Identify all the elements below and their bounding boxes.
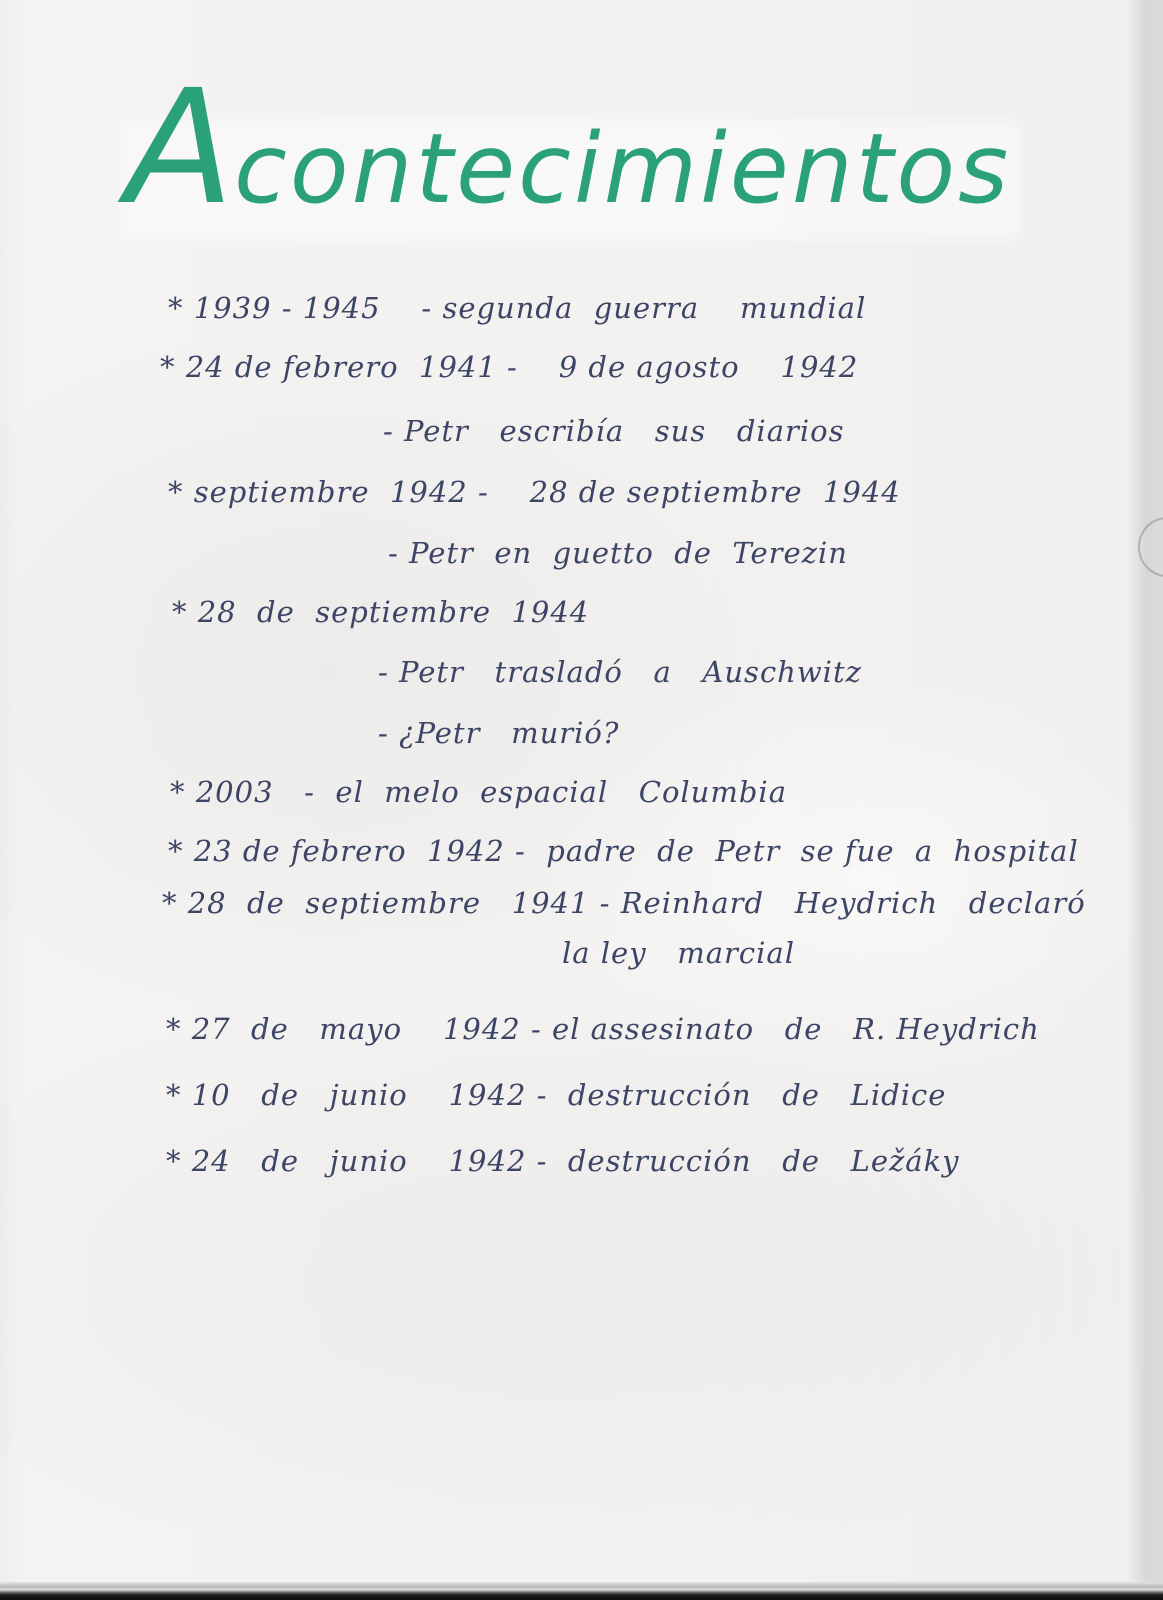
event-line-4: * septiembre 1942 - 28 de septiembre 1944: [168, 475, 901, 509]
event-line-6: * 28 de septiembre 1944: [172, 595, 590, 629]
event-line-10: * 23 de febrero 1942 - padre de Petr se fue a hospital: [168, 834, 1079, 868]
event-line-8: - ¿Petr murió?: [378, 716, 620, 750]
event-line-3: - Petr escribía sus diarios: [383, 414, 845, 448]
event-line-14: * 10 de junio 1942 - destrucción de Lidice: [166, 1078, 947, 1112]
page-title: Acontecimientos: [126, 56, 1012, 240]
scanner-bottom-edge: [0, 1582, 1163, 1600]
event-line-7: - Petr trasladó a Auschwitz: [378, 655, 862, 689]
event-line-1: * 1939 - 1945 - segunda guerra mundial: [168, 291, 867, 325]
event-line-5: - Petr en guetto de Terezin: [388, 536, 848, 570]
event-line-12: la ley marcial: [562, 936, 795, 970]
event-line-2: * 24 de febrero 1941 - 9 de agosto 1942: [160, 350, 859, 384]
event-line-13: * 27 de mayo 1942 - el assesinato de R. Heydrich: [166, 1012, 1040, 1046]
event-line-15: * 24 de junio 1942 - destrucción de Ležáky: [166, 1144, 960, 1178]
event-line-9: * 2003 - el melo espacial Columbia: [170, 775, 787, 809]
event-line-11: * 28 de septiembre 1941 - Reinhard Heydrich declaró: [162, 886, 1086, 920]
paper-right-edge-shadow: [1127, 0, 1163, 1600]
